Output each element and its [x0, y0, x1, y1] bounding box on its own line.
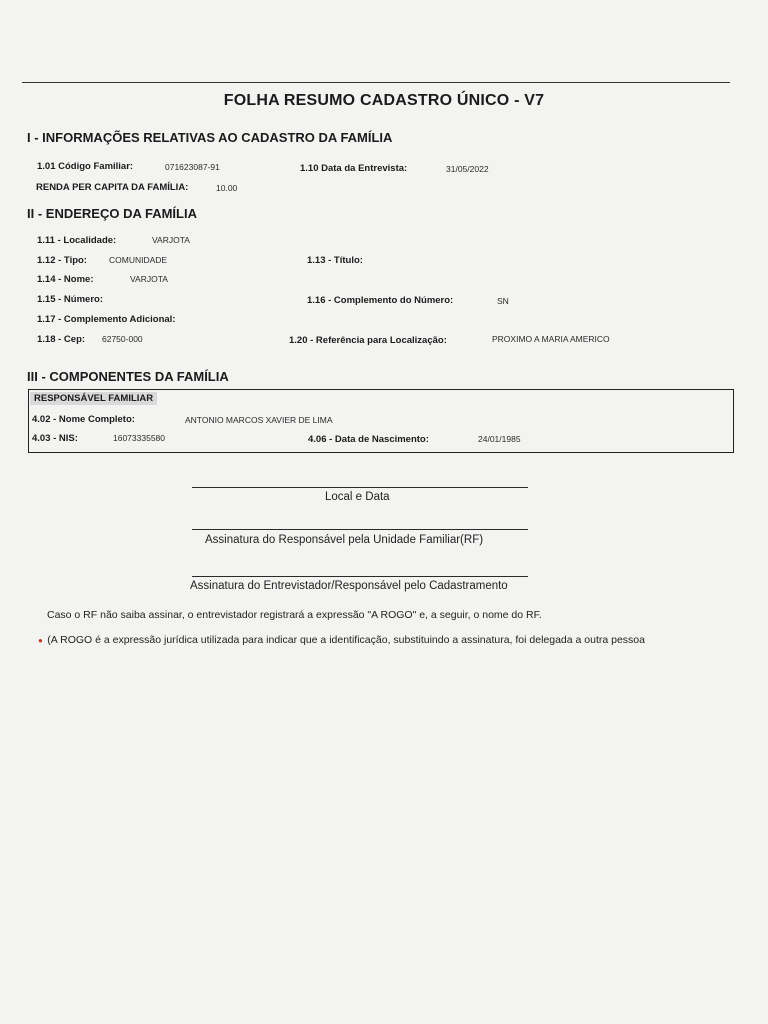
referencia-value: PROXIMO A MARIA AMERICO	[492, 334, 610, 344]
section2-heading: II - ENDEREÇO DA FAMÍLIA	[27, 206, 197, 221]
section3-heading: III - COMPONENTES DA FAMÍLIA	[27, 369, 229, 384]
responsavel-header-text: RESPONSÁVEL FAMILIAR	[30, 392, 157, 405]
renda-label: RENDA PER CAPITA DA FAMÍLIA:	[36, 182, 189, 193]
local-data-caption: Local e Data	[325, 491, 390, 503]
assinatura-rf-caption: Assinatura do Responsável pela Unidade Familiar(RF)	[205, 534, 484, 546]
localidade-value: VARJOTA	[152, 235, 190, 245]
nome-completo-value: ANTONIO MARCOS XAVIER DE LIMA	[185, 415, 333, 425]
referencia-label: 1.20 - Referência para Localização:	[289, 335, 447, 346]
tipo-label: 1.12 - Tipo:	[37, 255, 87, 266]
tipo-value: COMUNIDADE	[109, 255, 168, 265]
assinatura-entrevistador-line	[192, 576, 528, 577]
top-rule	[22, 82, 730, 83]
nis-value: 16073335580	[113, 433, 166, 443]
complemento-numero-label: 1.16 - Complemento do Número:	[307, 295, 454, 306]
bullet-dot-icon: ●	[38, 636, 43, 645]
renda-value: 10.00	[216, 183, 238, 193]
note-line1: Caso o RF não saiba assinar, o entrevistador registrará a expressão "A ROGO" e, a seguir, o nome do RF.	[47, 609, 542, 621]
nome-completo-label: 4.02 - Nome Completo:	[32, 414, 135, 425]
assinatura-rf-line	[192, 529, 528, 530]
codigo-familiar-label: 1.01 Código Familiar:	[37, 161, 134, 172]
data-entrevista-value: 31/05/2022	[446, 164, 489, 174]
responsavel-header	[30, 393, 157, 404]
nascimento-value: 24/01/1985	[478, 434, 521, 444]
localidade-label: 1.11 - Localidade:	[37, 235, 117, 246]
assinatura-entrevistador-caption: Assinatura do Entrevistador/Responsável pelo Cadastramento	[190, 580, 508, 592]
document-title: FOLHA RESUMO CADASTRO ÚNICO - V7	[223, 92, 545, 109]
complemento-numero-value: SN	[497, 296, 509, 306]
note-line2-row	[38, 630, 645, 648]
codigo-familiar-value: 071623087-91	[165, 162, 220, 172]
nome-value: VARJOTA	[130, 274, 168, 284]
data-entrevista-label: 1.10 Data da Entrevista:	[300, 163, 408, 174]
nascimento-label: 4.06 - Data de Nascimento:	[308, 434, 429, 445]
cep-value: 62750-000	[102, 334, 143, 344]
numero-label: 1.15 - Número:	[37, 294, 103, 305]
local-data-line	[192, 487, 528, 488]
titulo-label: 1.13 - Título:	[307, 255, 363, 266]
cep-label: 1.18 - Cep:	[37, 334, 86, 345]
nis-label: 4.03 - NIS:	[32, 433, 78, 444]
section1-heading: I - INFORMAÇÕES RELATIVAS AO CADASTRO DA FAMÍLIA	[27, 130, 393, 145]
complemento-adicional-label: 1.17 - Complemento Adicional:	[37, 314, 176, 325]
note-line2: (A ROGO é a expressão jurídica utilizada para indicar que a identificação, substituindo a assinatura, foi delegada a outra pessoa	[47, 634, 645, 646]
nome-label: 1.14 - Nome:	[37, 274, 94, 285]
